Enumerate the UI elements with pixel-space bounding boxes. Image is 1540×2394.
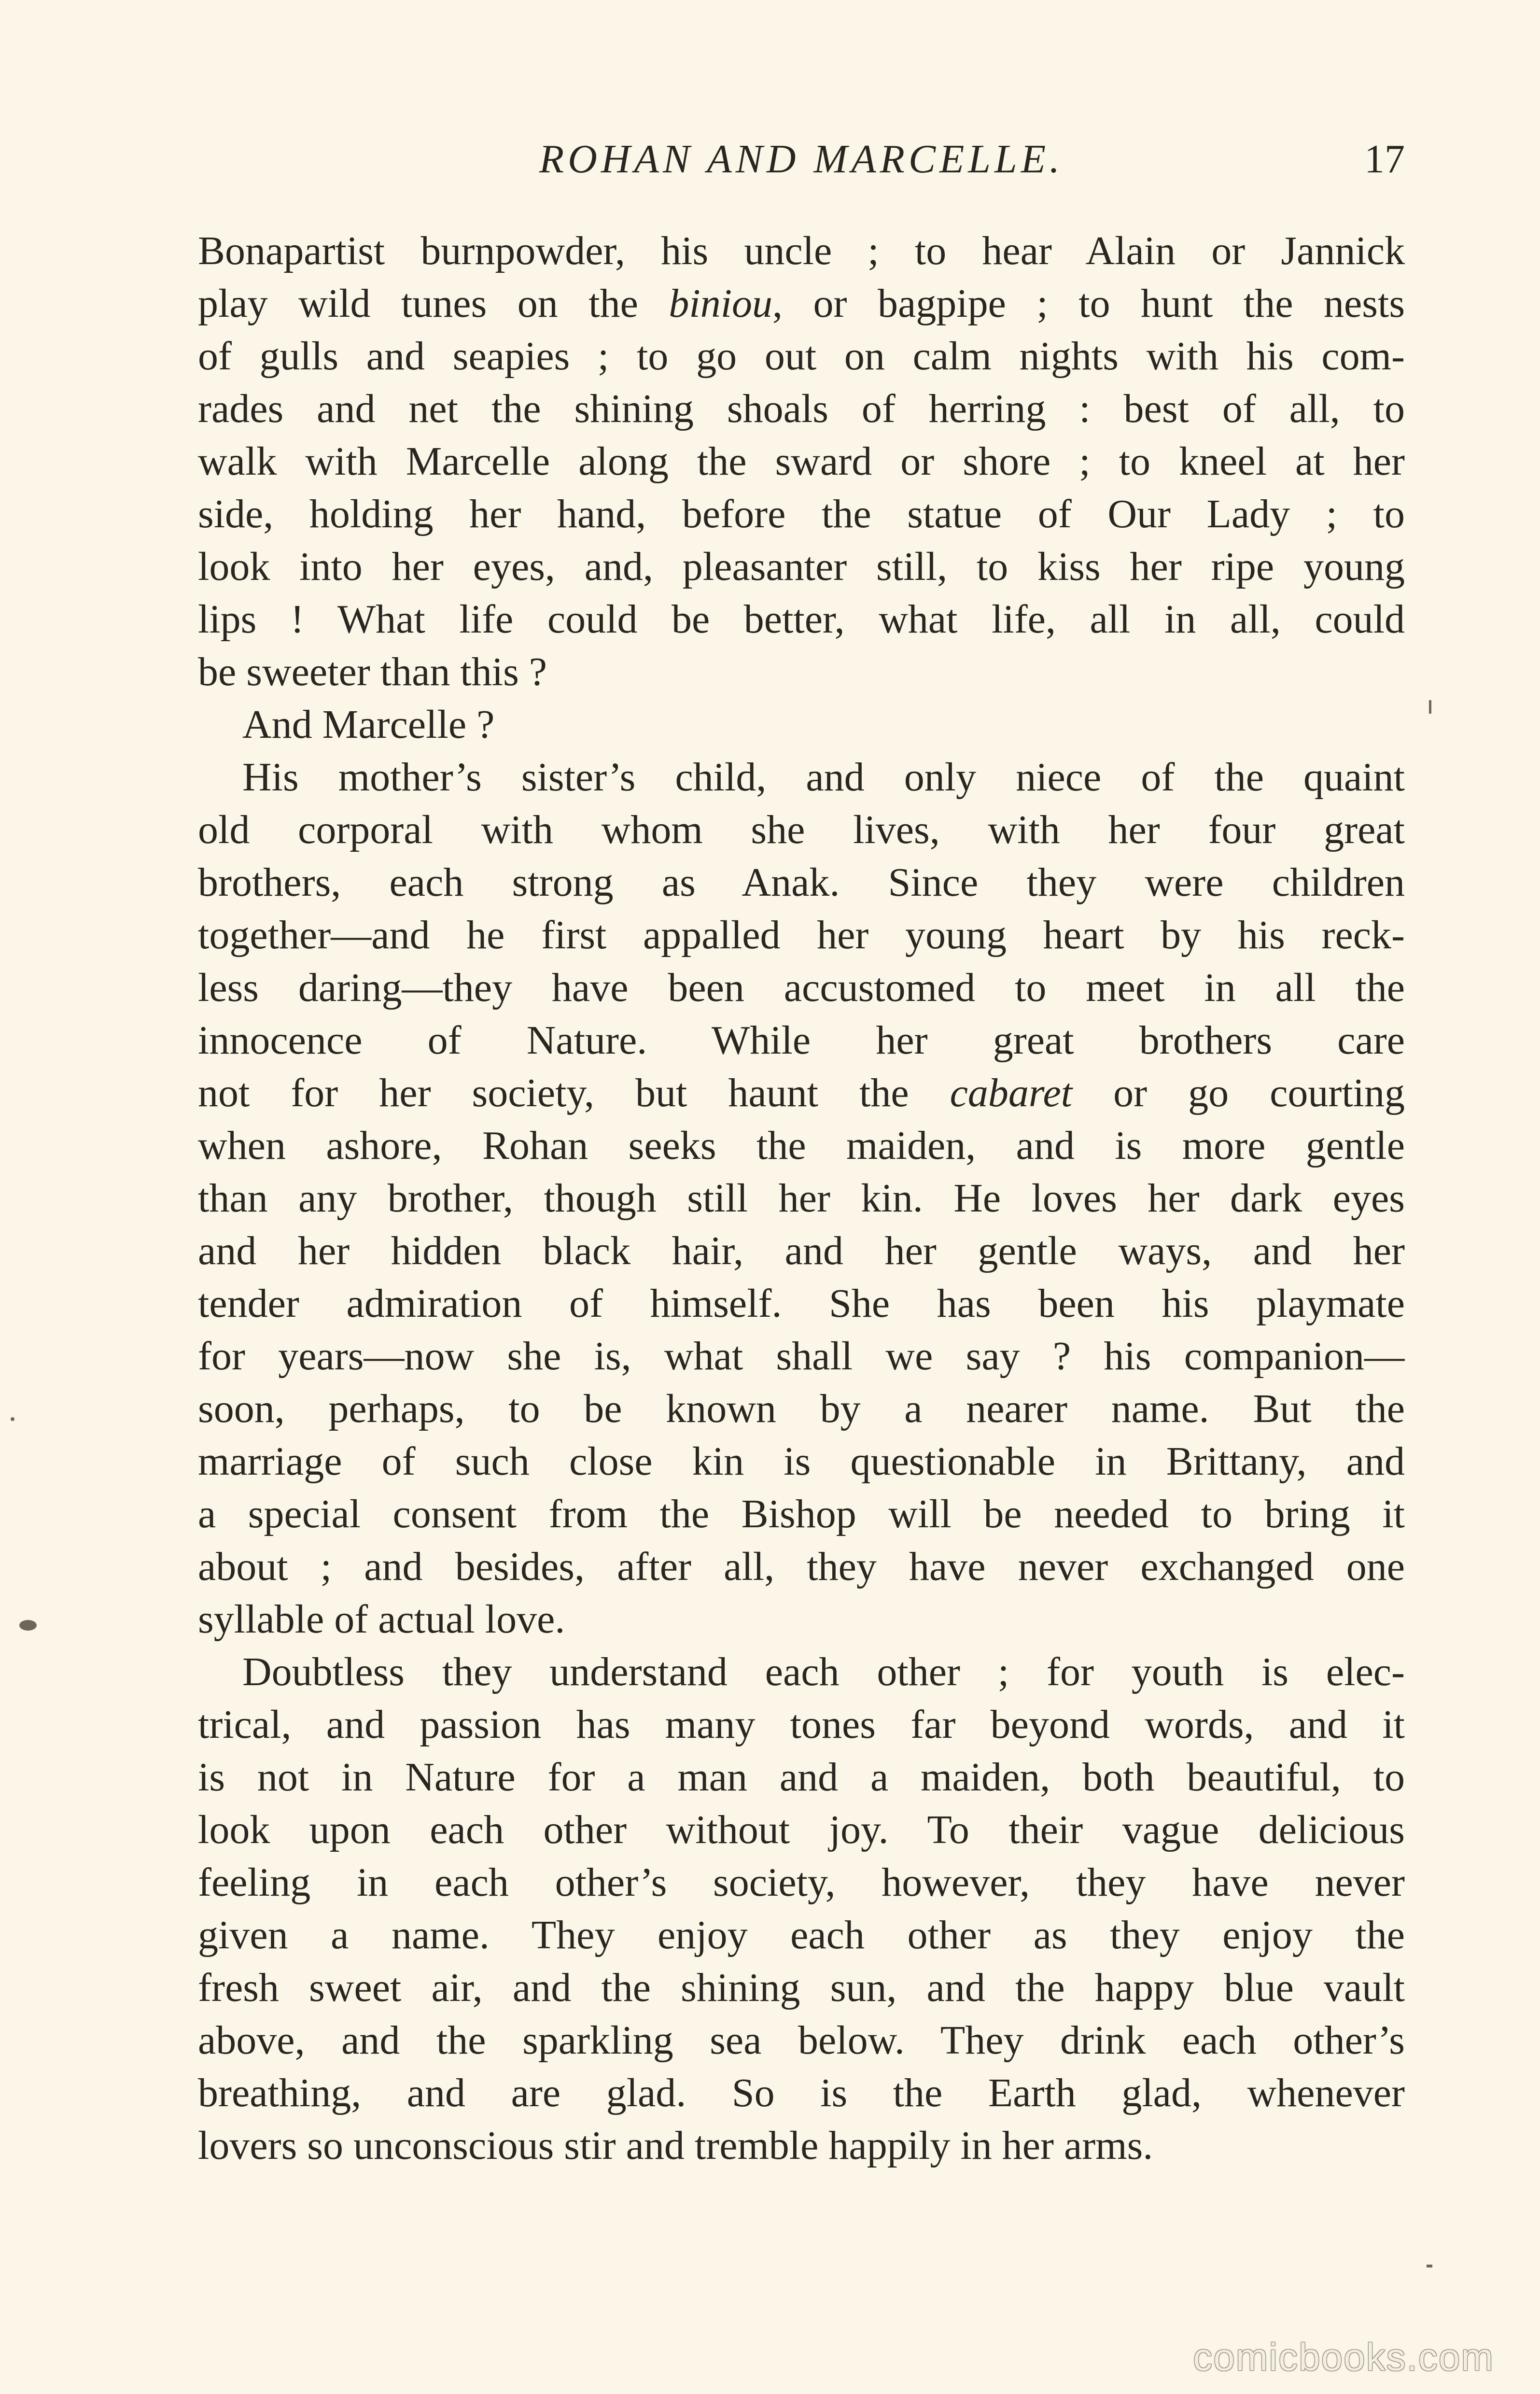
text-line: lips ! What life could be better, what life, all in all, could [198,597,1405,642]
body-text [198,225,1405,2172]
text-line: breathing, and are glad. So is the Earth glad, whenever [198,2070,1405,2115]
text-line: Doubtless they understand each other ; for youth is elec- [242,1649,1405,1694]
text-line: than any brother, though still her kin. He loves her dark eyes [198,1176,1405,1221]
running-title: ROHAN AND MARCELLE. [539,137,1064,182]
text-line: trical, and passion has many tones far beyond words, and it [198,1702,1405,1747]
text-line: syllable of actual love. [198,1597,565,1642]
text-line: given a name. They enjoy each other as they enjoy the [198,1913,1405,1957]
text-line: fresh sweet air, and the shining sun, and the happy blue vault [198,1965,1405,2010]
text-line: brothers, each strong as Anak. Since they were children [198,860,1405,905]
text-line: old corporal with whom she lives, with her four great [198,807,1405,852]
text-line: when ashore, Rohan seeks the maiden, and is more gentle [198,1123,1405,1168]
text-line: less daring—they have been accustomed to meet in all the [198,965,1405,1010]
text-line: innocence of Nature. While her great brothers care [198,1018,1405,1063]
text-line: rades and net the shining shoals of herring : best of all, to [198,386,1405,431]
text-line: is not in Nature for a man and a maiden, both beautiful, to [198,1755,1405,1800]
text-line: not for her society, but haunt the cabaret or go courting [198,1070,1405,1115]
text-line: Bonapartist burnpowder, his uncle ; to hear Alain or Jannick [198,228,1405,273]
text-line: His mother’s sister’s child, and only niece of the quaint [242,755,1405,800]
text-line: about ; and besides, after all, they have never exchanged one [198,1544,1405,1589]
text-line: tender admiration of himself. She has been his playmate [198,1281,1405,1326]
text-line: soon, perhaps, to be known by a nearer name. But the [198,1386,1405,1431]
text-line: lovers so unconscious stir and tremble happily in her arms. [198,2123,1153,2168]
page-header [198,133,1405,186]
text-line: a special consent from the Bishop will be needed to bring it [198,1492,1405,1536]
text-line: play wild tunes on the biniou, or bagpipe ; to hunt the nests [198,281,1405,326]
text-line: look into her eyes, and, pleasanter still, to kiss her ripe young [198,544,1405,589]
text-line: marriage of such close kin is questionable in Brittany, and [198,1439,1405,1484]
text-line: feeling in each other’s society, however, they have never [198,1860,1405,1905]
text-line: be sweeter than this ? [198,649,547,694]
text-line: together—and he first appalled her young heart by his reck- [198,913,1405,958]
text-line: side, holding her hand, before the statue of Our Lady ; to [198,492,1405,536]
text-line: walk with Marcelle along the sward or shore ; to kneel at her [198,439,1405,484]
text-line: look upon each other without joy. To their vague delicious [198,1807,1405,1852]
text-line: of gulls and seapies ; to go out on calm nights with his com- [198,334,1405,379]
text-line: and her hidden black hair, and her gentle ways, and her [198,1228,1405,1273]
text-line: And Marcelle ? [242,702,495,747]
text-line: for years—now she is, what shall we say ? his companion— [198,1334,1405,1379]
watermark-text: comicbooks.com [1193,2336,1494,2379]
page-number: 17 [1364,137,1405,182]
text-line: above, and the sparkling sea below. They drink each other’s [198,2018,1405,2063]
